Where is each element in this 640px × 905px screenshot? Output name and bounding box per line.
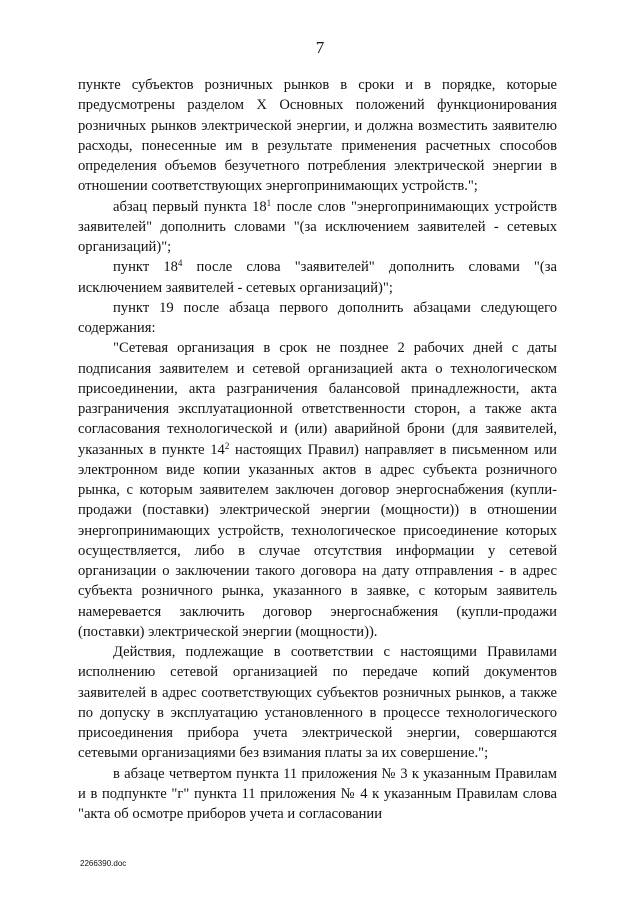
superscript-index: 4 xyxy=(177,258,183,269)
document-footer-filename: 2266390.doc xyxy=(80,859,127,868)
paragraph-amend-18-4 xyxy=(78,257,557,298)
text-run: после слов "энергопринимающих устройств заявителей" дополнить словами "(за исключением заявителей - сетевых организаций)"; xyxy=(78,198,557,255)
paragraph-amend-appendix: в абзаце четвертом пункта 11 приложения № 3 к указанным Правилам и в подпункте "г" пункта 11 приложения № 4 к указанным Правилам слова "акта об осмотре приборов учета и согласовании xyxy=(78,765,557,822)
page-number: 7 xyxy=(315,38,325,57)
superscript-index: 2 xyxy=(224,440,230,451)
paragraph-amend-19: пункт 19 после абзаца первого дополнить абзацами следующего содержания: xyxy=(78,299,557,336)
text-run: "Сетевая организация в срок не позднее 2 рабочих дней с даты подписания заявителем и сетевой организацией акта о технологическом присоединении, акта разграничения балансовой принадлежности, акта разграничения эксплуатационной ответственности сторон, а также акта согласования технологической и (или) аварийной брони (для заявителей, указанных в пункте 14 xyxy=(78,340,557,458)
superscript-index: 1 xyxy=(266,197,272,208)
text-run: абзац первый пункта 18 xyxy=(113,198,267,215)
paragraph-quoted-actions: Действия, подлежащие в соответствии с настоящими Правилами исполнению сетевой организацией по передаче копий документов заявителей в адрес соответствующих субъектов розничных рынков, а также по допуску в эксплуатацию установленного в процессе технологического присоединения прибора учета электрической энергии, совершаются сетевыми организациями без взимания платы за их совершение."; xyxy=(78,644,557,762)
text-run: настоящих Правил) направляет в письменном или электронном виде копии указанных актов в адрес субъекта розничного рынка, с которым заявителем заключен договор энергоснабжения (купли-продажи (поставки) электрической энергии (мощности)) в отношении энергопринимающих устройств, технологическое присоединение которых осуществляется, либо в случае отсутствия информации у сетевой организации о заключении такого договора на дату отправления - в адрес субъекта розничного рынка, указанного в заявке, с которым заявитель намеревается заключить договор энергоснабжения (купли-продажи (поставки) электрической энергии (мощности)). xyxy=(78,441,557,640)
paragraph-amend-18-1 xyxy=(78,197,557,258)
text-run: после слова "заявителей" дополнить словами "(за исключением заявителей - сетевых организаций)"; xyxy=(78,259,557,296)
paragraph-continuation: пункте субъектов розничных рынков в сроки и в порядке, которые предусмотрены разделом X Основных положений функционирования розничных рынков электрической энергии, и должна возместить заявителю расходы, понесенные им в результате применения расчетных способов определения объемов безучетного потребления электрической энергии в отношении соответствующих энергопринимающих устройств."; xyxy=(78,77,557,195)
paragraph-quoted-network-org xyxy=(78,338,557,642)
text-run: пункт 18 xyxy=(113,259,178,276)
document-body xyxy=(78,75,557,824)
